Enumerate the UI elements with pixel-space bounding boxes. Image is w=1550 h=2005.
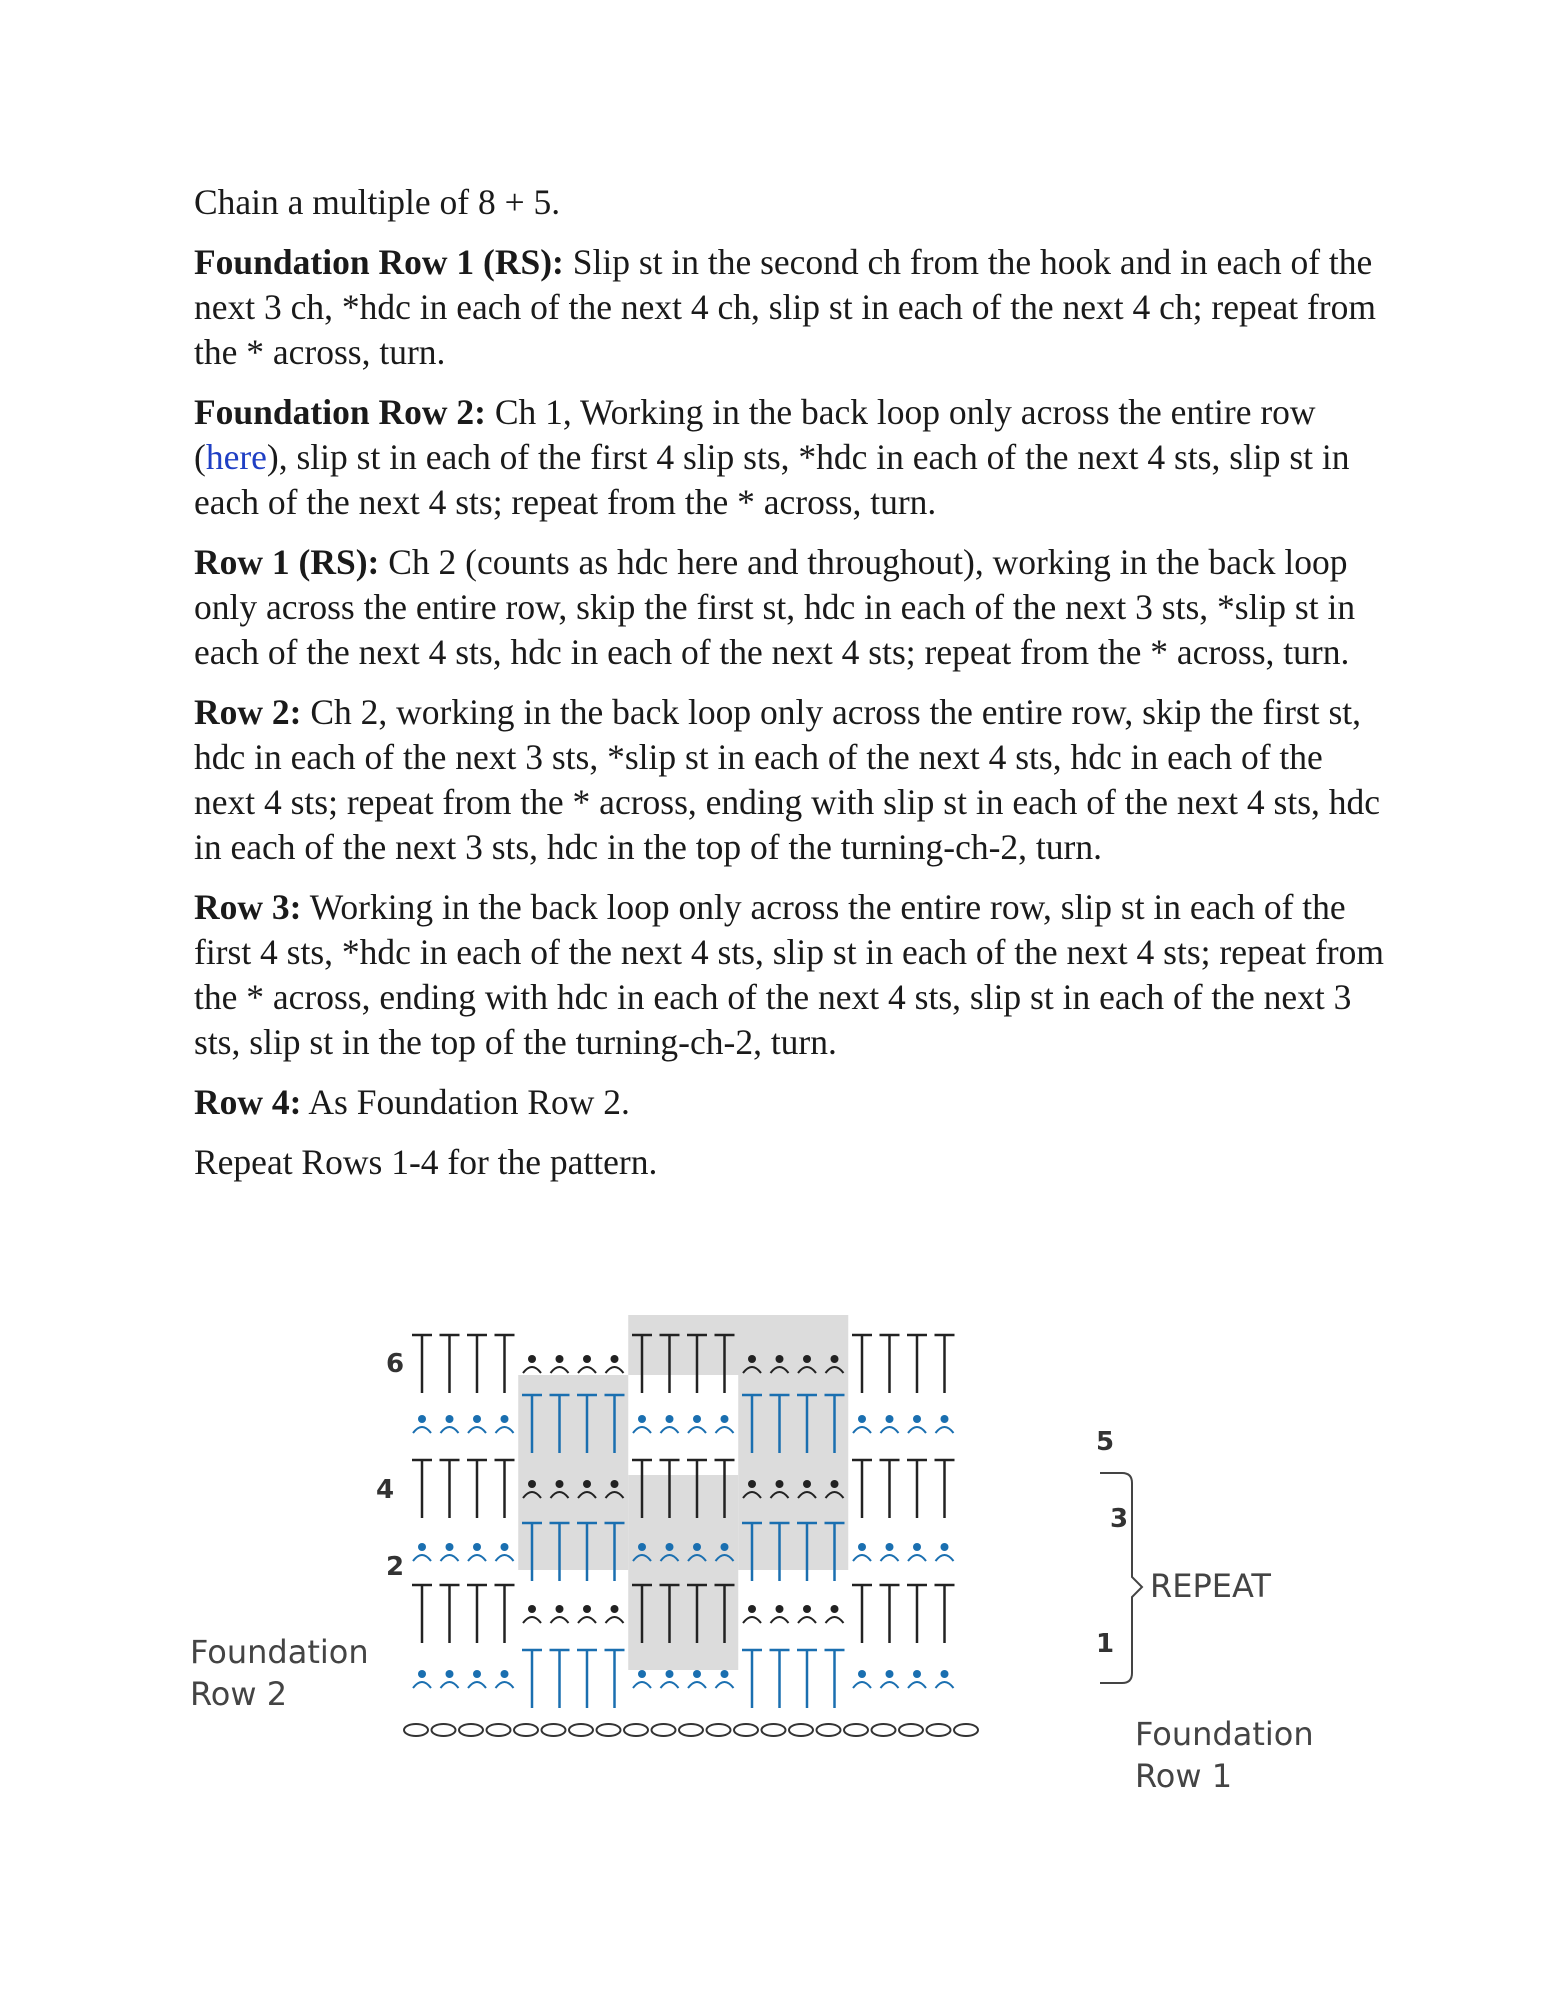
slip-dot xyxy=(638,1415,646,1423)
chain-stitch xyxy=(432,1724,456,1736)
slip-dot xyxy=(638,1670,646,1678)
slip-dot xyxy=(528,1480,536,1488)
chain-stitch xyxy=(707,1724,731,1736)
back-loop-arc xyxy=(908,1682,926,1688)
row-number-1: 1 xyxy=(1096,1629,1115,1659)
slip-dot xyxy=(638,1543,646,1551)
shade-block xyxy=(628,1315,848,1375)
chain-stitch xyxy=(927,1724,951,1736)
row-number-6: 6 xyxy=(386,1349,405,1379)
foundation-row-1-label-line2: Row 1 xyxy=(1135,1757,1233,1795)
chain-stitch xyxy=(514,1724,538,1736)
slip-dot xyxy=(831,1480,839,1488)
slip-dot xyxy=(748,1480,756,1488)
slip-dot xyxy=(473,1670,481,1678)
slip-dot xyxy=(501,1670,509,1678)
slip-dot xyxy=(473,1415,481,1423)
slip-dot xyxy=(941,1415,949,1423)
row-number-2: 2 xyxy=(386,1552,405,1582)
slip-dot xyxy=(803,1480,811,1488)
repeat-label: REPEAT xyxy=(1150,1567,1271,1605)
slip-dot xyxy=(776,1480,784,1488)
slip-dot xyxy=(501,1543,509,1551)
back-loop-arc xyxy=(853,1682,871,1688)
back-loop-arc xyxy=(936,1427,954,1433)
back-loop-arc xyxy=(523,1367,541,1373)
slip-dot xyxy=(556,1605,564,1613)
slip-dot xyxy=(446,1670,454,1678)
slip-dot xyxy=(418,1670,426,1678)
slip-dot xyxy=(831,1355,839,1363)
chain-stitch xyxy=(459,1724,483,1736)
slip-dot xyxy=(721,1543,729,1551)
slip-dot xyxy=(913,1543,921,1551)
back-loop-arc xyxy=(578,1617,596,1623)
foundation-row-2-label-line1: Foundation xyxy=(190,1633,369,1671)
slip-dot xyxy=(556,1355,564,1363)
back-loop-arc xyxy=(523,1617,541,1623)
back-loop-arc xyxy=(468,1682,486,1688)
back-loop-arc xyxy=(936,1682,954,1688)
back-loop-arc xyxy=(908,1555,926,1561)
slip-dot xyxy=(693,1415,701,1423)
back-loop-arc xyxy=(551,1617,569,1623)
shade-block xyxy=(628,1475,738,1670)
pattern-instructions xyxy=(194,180,1384,1200)
slip-dot xyxy=(886,1415,894,1423)
slip-dot xyxy=(446,1415,454,1423)
slip-dot xyxy=(528,1355,536,1363)
chain-stitch xyxy=(569,1724,593,1736)
foundation-row-2-text-a: Ch 1, Working in the back loop only across the entire row ( xyxy=(194,392,1316,477)
foundation-row-2-label-line2: Row 2 xyxy=(190,1675,288,1713)
row-4-text: As Foundation Row 2. xyxy=(301,1082,630,1122)
back-loop-arc xyxy=(441,1682,459,1688)
back-loop-arc xyxy=(716,1427,734,1433)
slip-dot xyxy=(583,1480,591,1488)
slip-dot xyxy=(721,1415,729,1423)
slip-dot xyxy=(611,1605,619,1613)
chain-stitch xyxy=(652,1724,676,1736)
foundation-row-2-text-b: ), slip st in each of the first 4 slip sts, *hdc in each of the next 4 sts, slip st in each of the next 4 sts; repeat from the * across, turn. xyxy=(194,437,1350,522)
row-2-instruction xyxy=(194,690,1384,870)
slip-dot xyxy=(913,1415,921,1423)
back-loop-arc xyxy=(881,1427,899,1433)
foundation-row-1-instruction xyxy=(194,240,1384,375)
row-number-4: 4 xyxy=(376,1475,395,1505)
back-loop-arc xyxy=(413,1682,431,1688)
back-loop-arc xyxy=(578,1367,596,1373)
back-loop-arc xyxy=(853,1427,871,1433)
slip-dot xyxy=(913,1670,921,1678)
row-number-5: 5 xyxy=(1096,1427,1115,1457)
chain-stitch xyxy=(789,1724,813,1736)
back-loop-arc xyxy=(633,1682,651,1688)
slip-dot xyxy=(583,1355,591,1363)
back-loop-arc xyxy=(551,1367,569,1373)
chain-stitch xyxy=(844,1724,868,1736)
back-loop-arc xyxy=(716,1682,734,1688)
slip-dot xyxy=(501,1415,509,1423)
slip-dot xyxy=(803,1355,811,1363)
back-loop-arc xyxy=(688,1427,706,1433)
row-number-3: 3 xyxy=(1110,1504,1129,1534)
slip-dot xyxy=(583,1605,591,1613)
slip-dot xyxy=(748,1355,756,1363)
back-loop-arc xyxy=(441,1555,459,1561)
chain-stitch xyxy=(734,1724,758,1736)
back-loop-arc xyxy=(606,1617,624,1623)
back-loop-arc xyxy=(468,1427,486,1433)
row-4-instruction xyxy=(194,1080,1384,1125)
slip-dot xyxy=(446,1543,454,1551)
back-loop-arc xyxy=(936,1555,954,1561)
foundation-row-1-label: Foundation Row 1 (RS): xyxy=(194,242,564,282)
slip-dot xyxy=(693,1543,701,1551)
slip-dot xyxy=(611,1480,619,1488)
foundation-row-1-label-line1: Foundation xyxy=(1135,1715,1314,1753)
row-3-label: Row 3: xyxy=(194,887,302,927)
slip-dot xyxy=(693,1670,701,1678)
slip-dot xyxy=(528,1605,536,1613)
back-loop-arc xyxy=(826,1617,844,1623)
chain-stitch xyxy=(762,1724,786,1736)
slip-dot xyxy=(556,1480,564,1488)
row-1-text: Ch 2 (counts as hdc here and throughout), working in the back loop only across the entire row, skip the first st, hdc in each of the next 3 sts, *slip st in each of the next 4 sts, hdc in each of the next 4 sts; repeat from the * across, turn. xyxy=(194,542,1356,672)
slip-dot xyxy=(858,1415,866,1423)
back-loop-arc xyxy=(496,1555,514,1561)
slip-dot xyxy=(776,1605,784,1613)
slip-dot xyxy=(831,1605,839,1613)
slip-dot xyxy=(666,1415,674,1423)
slip-dot xyxy=(941,1543,949,1551)
slip-dot xyxy=(803,1605,811,1613)
shade-block xyxy=(518,1375,628,1570)
back-loop-arc xyxy=(496,1427,514,1433)
foundation-row-2-instruction xyxy=(194,390,1384,525)
back-loop-arc xyxy=(441,1427,459,1433)
back-loop-arc xyxy=(881,1682,899,1688)
chain-stitch xyxy=(899,1724,923,1736)
slip-dot xyxy=(418,1415,426,1423)
back-loop-arc xyxy=(496,1682,514,1688)
slip-dot xyxy=(721,1670,729,1678)
back-loop-arc xyxy=(798,1617,816,1623)
slip-dot xyxy=(473,1543,481,1551)
chain-stitch xyxy=(597,1724,621,1736)
shade-block xyxy=(738,1375,848,1570)
outro-text: Repeat Rows 1-4 for the pattern. xyxy=(194,1142,658,1182)
slip-dot xyxy=(776,1355,784,1363)
slip-dot xyxy=(886,1543,894,1551)
chain-stitch xyxy=(624,1724,648,1736)
back-loop-arc xyxy=(908,1427,926,1433)
row-3-instruction xyxy=(194,885,1384,1065)
chain-stitch xyxy=(542,1724,566,1736)
foundation-row-1-text: Slip st in the second ch from the hook and in each of the next 3 ch, *hdc in each of the next 4 ch, slip st in each of the next 4 ch; repeat from the * across, turn. xyxy=(194,242,1376,372)
back-loop-arc xyxy=(771,1617,789,1623)
chain-stitch xyxy=(872,1724,896,1736)
back-loop-arc xyxy=(688,1682,706,1688)
foundation-row-2-label: Foundation Row 2: xyxy=(194,392,486,432)
slip-dot xyxy=(858,1670,866,1678)
row-4-label: Row 4: xyxy=(194,1082,302,1122)
back-loop-arc xyxy=(881,1555,899,1561)
back-loop-arc xyxy=(633,1427,651,1433)
back-loop-arc xyxy=(413,1427,431,1433)
row-2-label: Row 2: xyxy=(194,692,302,732)
slip-dot xyxy=(611,1355,619,1363)
intro-text: Chain a multiple of 8 + 5. xyxy=(194,182,561,222)
chain-stitch xyxy=(404,1724,428,1736)
slip-dot xyxy=(666,1670,674,1678)
chain-stitch xyxy=(954,1724,978,1736)
slip-dot xyxy=(886,1670,894,1678)
back-loop-arc xyxy=(743,1617,761,1623)
stitch-diagram xyxy=(190,1315,1370,1815)
slip-dot xyxy=(941,1670,949,1678)
chain-stitch xyxy=(679,1724,703,1736)
back-loop-arc xyxy=(661,1427,679,1433)
back-loop-arc xyxy=(853,1555,871,1561)
here-link[interactable]: here xyxy=(205,437,267,477)
row-1-instruction xyxy=(194,540,1384,675)
back-loop-arc xyxy=(413,1555,431,1561)
back-loop-arc xyxy=(468,1555,486,1561)
slip-dot xyxy=(748,1605,756,1613)
row-3-text: Working in the back loop only across the entire row, slip st in each of the first 4 sts, *hdc in each of the next 4 sts, slip st in each of the next 4 sts; repeat from the * across, ending with hdc in each of the next 4 sts, slip st in each of the next 3 sts, slip st in the top of the turning-ch-2, turn. xyxy=(194,887,1384,1062)
row-2-text: Ch 2, working in the back loop only across the entire row, skip the first st, hdc in each of the next 3 sts, *slip st in each of the next 4 sts, hdc in each of the next 4 sts; repeat from the * across, ending with slip st in each of the next 4 sts, hdc in each of the next 3 sts, hdc in the top of the turning-ch-2, turn. xyxy=(194,692,1381,867)
slip-dot xyxy=(666,1543,674,1551)
shaded-repeat-areas xyxy=(518,1315,848,1670)
row-1-label: Row 1 (RS): xyxy=(194,542,380,582)
back-loop-arc xyxy=(606,1367,624,1373)
back-loop-arc xyxy=(661,1682,679,1688)
chain-stitch xyxy=(487,1724,511,1736)
slip-dot xyxy=(858,1543,866,1551)
chain-stitch xyxy=(817,1724,841,1736)
slip-dot xyxy=(418,1543,426,1551)
